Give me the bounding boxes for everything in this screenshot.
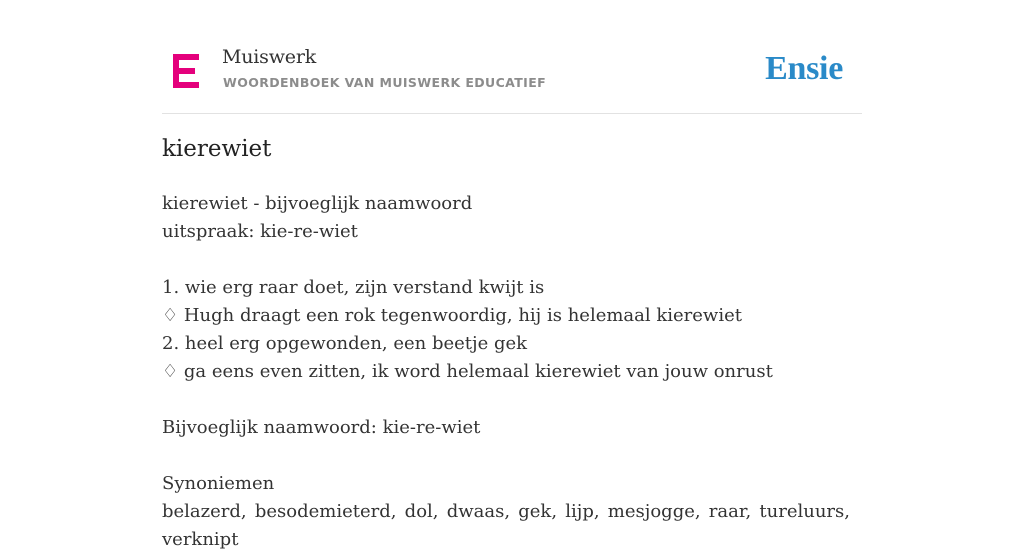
site-name[interactable]: Muiswerk: [222, 46, 317, 68]
page-title: kierewiet: [162, 136, 272, 162]
example-1: ♢ Hugh draagt een rok tegenwoordig, hij is helemaal kierewiet: [162, 305, 742, 326]
spacer: [162, 386, 850, 414]
spacer: [162, 442, 850, 470]
entry-content: [162, 190, 850, 550]
synonyms-heading: Synoniemen: [162, 473, 275, 494]
entry-heading-line: kierewiet - bijvoeglijk naamwoord: [162, 193, 473, 214]
site-header: [162, 40, 862, 114]
definition-1: 1. wie erg raar doet, zijn verstand kwijt is: [162, 277, 545, 298]
ensie-brand-logo[interactable]: Ensie: [765, 50, 843, 87]
synonyms-list: belazerd, besodemieterd, dol, dwaas, gek, lijp, mesjogge, raar, tureluurs, verknipt: [162, 501, 850, 550]
spacer: [162, 246, 850, 274]
definition-2: 2. heel erg opgewonden, een beetje gek: [162, 333, 528, 354]
muiswerk-logo-icon[interactable]: [173, 54, 201, 88]
word-class: Bijvoeglijk naamwoord: kie-re-wiet: [162, 417, 481, 438]
site-subtitle: WOORDENBOEK VAN MUISWERK EDUCATIEF: [223, 75, 547, 90]
example-2: ♢ ga eens even zitten, ik word helemaal kierewiet van jouw onrust: [162, 361, 773, 382]
pronunciation: uitspraak: kie-re-wiet: [162, 221, 358, 242]
